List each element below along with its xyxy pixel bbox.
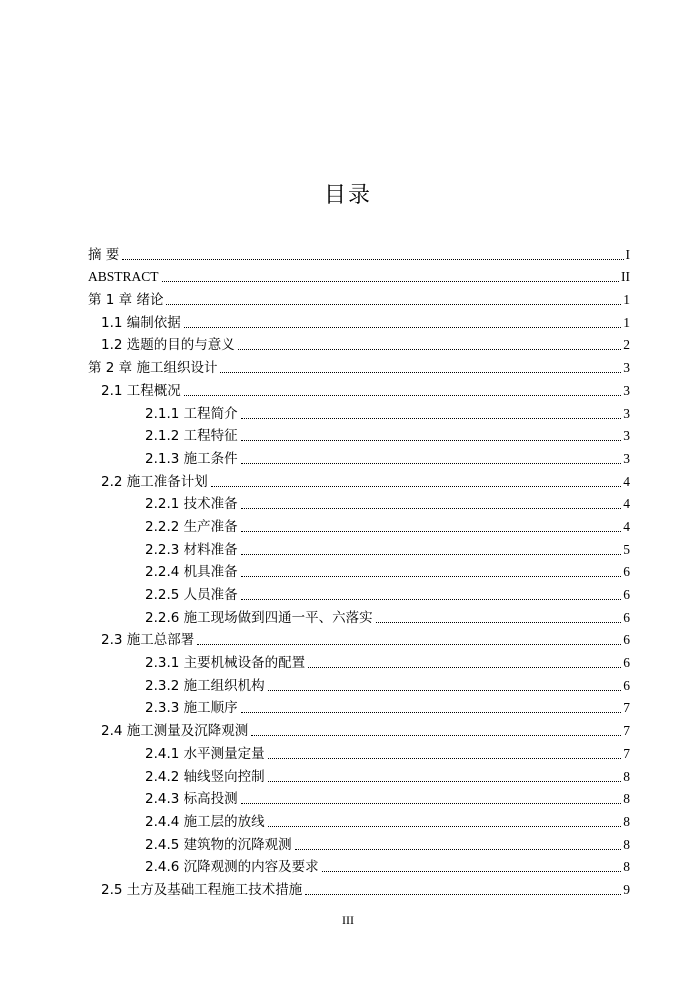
toc-entry-label: 1.1 编制依据 [101, 314, 181, 331]
toc-entry-label: ABSTRACT [88, 269, 159, 285]
toc-entry[interactable] [88, 694, 630, 717]
toc-entry-page: 8 [623, 791, 630, 807]
toc-entry[interactable] [88, 422, 630, 445]
toc-entry[interactable] [88, 331, 630, 354]
toc-entry[interactable] [88, 580, 630, 603]
dot-leader [241, 802, 622, 804]
toc-entry[interactable] [88, 535, 630, 558]
toc-entry[interactable] [88, 512, 630, 535]
toc-entry-page: 4 [623, 496, 630, 512]
toc-entry[interactable] [88, 353, 630, 376]
dot-leader [308, 666, 621, 668]
toc-entry-page: 3 [623, 450, 630, 466]
toc-entry-page: 8 [623, 768, 630, 784]
table-of-contents [88, 240, 630, 898]
dot-leader [241, 417, 622, 419]
toc-entry-label: 2.4.1 水平测量定量 [145, 745, 265, 762]
toc-entry-page: 6 [623, 587, 630, 602]
toc-entry-label: 2.1.1 工程简介 [145, 405, 238, 422]
toc-entry-page: 3 [623, 405, 630, 421]
toc-entry-page: 7 [623, 700, 630, 716]
dot-leader [322, 870, 622, 872]
dot-leader [295, 848, 622, 850]
dot-leader [241, 711, 622, 713]
toc-entry[interactable] [88, 875, 630, 898]
toc-entry[interactable] [88, 807, 630, 830]
toc-entry-label: 2.3.1 主要机械设备的配置 [145, 655, 306, 672]
dot-leader [241, 530, 622, 532]
toc-entry-label: 2.4.3 标高投测 [145, 791, 238, 808]
toc-entry-label: 2.3 施工总部署 [101, 632, 195, 649]
toc-entry-page: 6 [623, 632, 630, 648]
toc-entry[interactable] [88, 490, 630, 513]
toc-entry-page: 1 [623, 292, 630, 308]
toc-entry-page: 8 [623, 836, 630, 852]
dot-leader [166, 303, 621, 305]
toc-entry-page: II [621, 269, 630, 285]
toc-entry-page: 3 [623, 382, 630, 398]
dot-leader [197, 643, 621, 645]
dot-leader [184, 326, 621, 328]
toc-entry[interactable] [88, 240, 630, 263]
toc-entry-label: 2.4 施工测量及沉降观测 [101, 723, 249, 740]
toc-entry[interactable] [88, 648, 630, 671]
toc-entry-page: 3 [623, 428, 630, 444]
toc-entry-page: 7 [623, 745, 630, 761]
toc-entry-label: 第 1 章 绪论 [88, 292, 164, 309]
toc-entry[interactable] [88, 444, 630, 467]
dot-leader [268, 689, 622, 691]
toc-entry-label: 2.2.1 技术准备 [145, 496, 238, 513]
toc-entry[interactable] [88, 716, 630, 739]
toc-entry-label: 2.2.6 施工现场做到四通一平、六落实 [145, 609, 373, 626]
toc-entry-label: 2.1 工程概况 [101, 382, 181, 399]
toc-entry[interactable] [88, 285, 630, 308]
dot-leader [241, 553, 622, 555]
dot-leader [162, 280, 619, 282]
toc-entry-page: 1 [623, 314, 630, 330]
toc-entry-page: 8 [623, 859, 630, 875]
toc-entry[interactable] [88, 263, 630, 286]
toc-entry-label: 2.2.2 生产准备 [145, 518, 238, 535]
toc-entry-label: 摘 要 [88, 246, 120, 263]
dot-leader [184, 394, 621, 396]
toc-entry[interactable] [88, 399, 630, 422]
toc-entry-label: 2.4.5 建筑物的沉降观测 [145, 836, 292, 853]
toc-entry-label: 2.3.3 施工顺序 [145, 700, 238, 717]
toc-entry-label: 2.2.3 材料准备 [145, 541, 238, 558]
toc-entry-label: 2.4.2 轴线竖向控制 [145, 768, 265, 785]
toc-entry[interactable] [88, 603, 630, 626]
toc-entry-page: 2 [623, 337, 630, 353]
dot-leader [241, 598, 622, 600]
dot-leader [241, 507, 622, 509]
toc-entry-label: 2.5 土方及基础工程施工技术措施 [101, 881, 303, 898]
toc-entry-page: 5 [623, 541, 630, 557]
toc-entry[interactable] [88, 467, 630, 490]
dot-leader [211, 485, 621, 487]
toc-entry-page: 4 [623, 518, 630, 534]
dot-leader [376, 621, 622, 623]
dot-leader [305, 893, 621, 895]
toc-entry-label: 1.2 选题的目的与意义 [101, 337, 235, 354]
toc-entry-page: 6 [623, 609, 630, 625]
toc-entry-label: 2.4.6 沉降观测的内容及要求 [145, 859, 319, 876]
toc-entry[interactable] [88, 762, 630, 785]
toc-entry[interactable] [88, 558, 630, 581]
toc-entry-label: 2.4.4 施工层的放线 [145, 813, 265, 830]
dot-leader [122, 258, 623, 260]
toc-entry-label: 2.1.2 工程特征 [145, 428, 238, 445]
dot-leader [268, 780, 622, 782]
dot-leader [251, 734, 621, 736]
toc-entry[interactable] [88, 671, 630, 694]
toc-entry-label: 2.1.3 施工条件 [145, 450, 238, 467]
toc-entry-label: 2.3.2 施工组织机构 [145, 677, 265, 694]
dot-leader [241, 575, 622, 577]
toc-entry-page: 4 [623, 473, 630, 489]
dot-leader [268, 825, 622, 827]
dot-leader [220, 371, 621, 373]
toc-entry-label: 2.2 施工准备计划 [101, 473, 208, 490]
dot-leader [241, 439, 622, 441]
toc-entry-page: 6 [623, 564, 630, 580]
toc-entry[interactable] [88, 739, 630, 762]
toc-entry-page: 6 [623, 677, 630, 693]
toc-entry[interactable] [88, 626, 630, 649]
toc-entry[interactable] [88, 376, 630, 399]
toc-entry-page: 9 [623, 881, 630, 897]
page-number: III [342, 913, 354, 927]
toc-entry-page: I [625, 246, 630, 262]
toc-entry-label: 2.2.5 人员准备 [145, 587, 238, 603]
toc-entry[interactable] [88, 308, 630, 331]
toc-entry[interactable] [88, 853, 630, 876]
toc-entry-label: 2.2.4 机具准备 [145, 564, 238, 581]
toc-entry-page: 6 [623, 655, 630, 671]
dot-leader [268, 757, 622, 759]
dot-leader [241, 462, 622, 464]
toc-title: 目录 [323, 183, 372, 208]
dot-leader [238, 348, 621, 350]
toc-entry[interactable] [88, 785, 630, 808]
toc-entry[interactable] [88, 830, 630, 853]
toc-entry-page: 3 [623, 360, 630, 376]
toc-entry-label: 第 2 章 施工组织设计 [88, 360, 218, 377]
toc-entry-page: 8 [623, 813, 630, 829]
toc-entry-page: 7 [623, 723, 630, 739]
